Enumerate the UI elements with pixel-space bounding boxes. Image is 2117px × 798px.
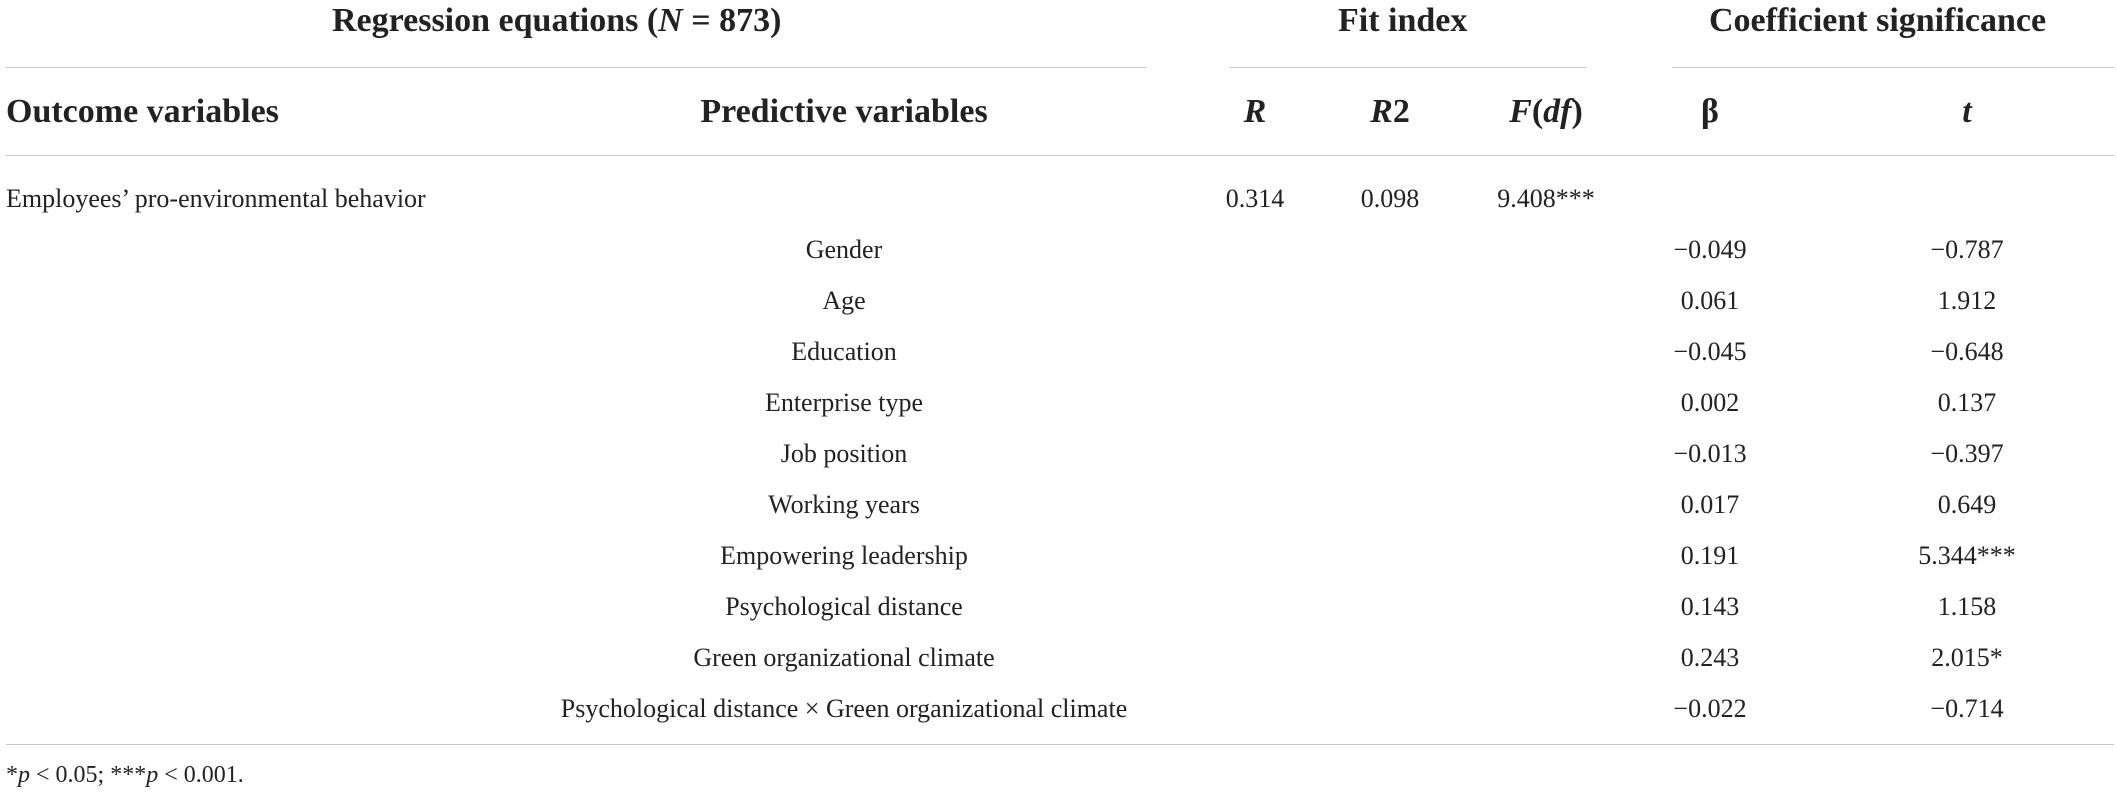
col-header-beta: β xyxy=(1701,93,1719,130)
rule-fit-index xyxy=(1230,67,1586,68)
t-cell: −0.714 xyxy=(1930,694,2004,723)
footnote-star-3: *** xyxy=(110,762,147,788)
footnote-text-1: < 0.05; xyxy=(30,762,111,788)
n-symbol: N xyxy=(658,2,683,39)
predictor-cell: Working years xyxy=(768,490,920,519)
regression-suffix: = 873) xyxy=(682,2,782,39)
t-cell: 5.344*** xyxy=(1918,541,2016,570)
col-header-t xyxy=(1962,93,1971,131)
beta-cell: 0.002 xyxy=(1680,388,1740,417)
outcome-cell: Employees’ pro-environmental behavior xyxy=(6,184,426,213)
table-row xyxy=(0,479,2117,530)
table-row xyxy=(0,275,2117,326)
table-footnote xyxy=(6,762,244,789)
r2-symbol: R xyxy=(1370,93,1393,130)
f-symbol: F xyxy=(1509,93,1532,130)
r-cell: 0.314 xyxy=(1225,184,1285,213)
regression-prefix: Regression equations ( xyxy=(332,2,659,39)
col-header-f xyxy=(1509,93,1583,131)
table-row xyxy=(0,428,2117,479)
group-header-regression xyxy=(332,2,781,40)
col-header-predictive: Predictive variables xyxy=(700,93,988,130)
f-cell: 9.408*** xyxy=(1497,184,1595,213)
table-row xyxy=(0,377,2117,428)
df-symbol: df xyxy=(1543,93,1572,130)
t-cell: −0.648 xyxy=(1930,337,2004,366)
predictor-cell: Empowering leadership xyxy=(720,541,968,570)
footnote-p-2: p xyxy=(146,762,159,788)
table-row xyxy=(0,632,2117,683)
footnote-star-1: * xyxy=(6,762,18,788)
r2-cell: 0.098 xyxy=(1360,184,1420,213)
col-header-outcome: Outcome variables xyxy=(6,93,279,130)
predictor-cell: Gender xyxy=(805,235,883,264)
table-row-fit xyxy=(0,173,2117,224)
t-cell: 1.912 xyxy=(1937,286,1997,315)
beta-cell: 0.191 xyxy=(1680,541,1740,570)
t-cell: 2.015* xyxy=(1931,643,2003,672)
beta-cell: 0.243 xyxy=(1680,643,1740,672)
r-symbol: R xyxy=(1243,93,1267,130)
predictor-cell: Green organizational climate xyxy=(693,643,995,672)
t-cell: 0.137 xyxy=(1937,388,1997,417)
table-row xyxy=(0,683,2117,734)
group-header-coefficient: Coefficient significance xyxy=(1709,2,2047,39)
beta-cell: −0.013 xyxy=(1673,439,1747,468)
beta-cell: −0.049 xyxy=(1673,235,1747,264)
predictor-cell: Age xyxy=(822,286,866,315)
table-row xyxy=(0,530,2117,581)
r2-suffix: 2 xyxy=(1392,93,1410,130)
col-header-r xyxy=(1244,93,1267,131)
rule-regression xyxy=(6,67,1146,68)
beta-cell: 0.061 xyxy=(1680,286,1740,315)
col-header-r2 xyxy=(1370,93,1410,131)
rule-table-bottom xyxy=(6,744,2114,745)
t-cell: −0.397 xyxy=(1930,439,2004,468)
predictor-cell: Job position xyxy=(780,439,908,468)
table-row xyxy=(0,581,2117,632)
f-close: ) xyxy=(1571,93,1583,130)
t-cell: −0.787 xyxy=(1930,235,2004,264)
t-cell: 0.649 xyxy=(1937,490,1997,519)
rule-header-bottom xyxy=(6,155,2114,156)
footnote-text-2: < 0.001. xyxy=(158,762,244,788)
beta-cell: 0.017 xyxy=(1680,490,1740,519)
rule-coefficient xyxy=(1672,67,2114,68)
beta-cell: 0.143 xyxy=(1680,592,1740,621)
t-cell: 1.158 xyxy=(1937,592,1997,621)
predictor-cell: Psychological distance × Green organizational climate xyxy=(560,694,1128,723)
predictor-cell: Enterprise type xyxy=(764,388,924,417)
t-symbol: t xyxy=(1962,93,1972,130)
f-open: ( xyxy=(1531,93,1544,130)
table-row xyxy=(0,224,2117,275)
beta-cell: −0.022 xyxy=(1673,694,1747,723)
group-header-fit-index: Fit index xyxy=(1338,2,1468,39)
footnote-p-1: p xyxy=(18,762,30,788)
table-row xyxy=(0,326,2117,377)
beta-cell: −0.045 xyxy=(1673,337,1747,366)
predictor-cell: Psychological distance xyxy=(725,592,963,621)
predictor-cell: Education xyxy=(791,337,897,366)
